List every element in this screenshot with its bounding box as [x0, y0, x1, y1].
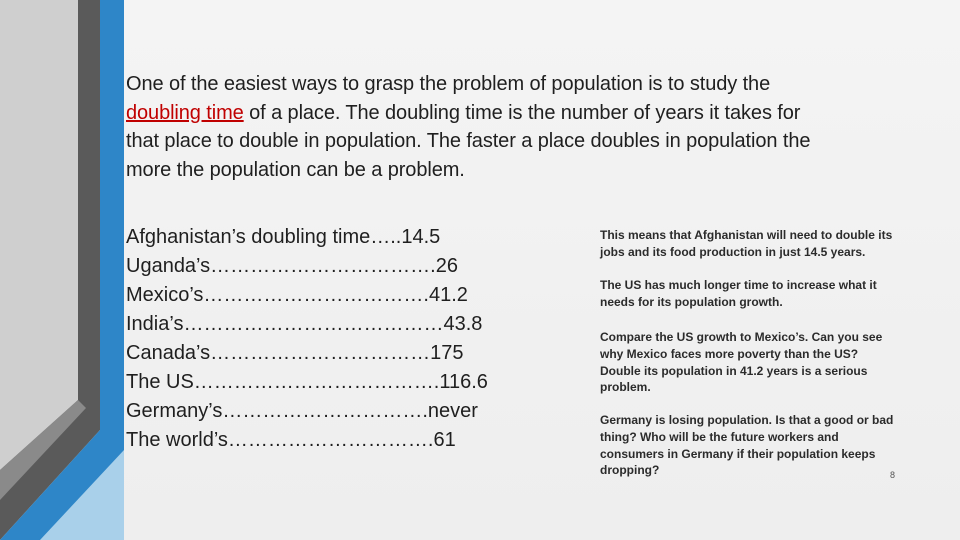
- intro-paragraph: [126, 70, 816, 184]
- list-item: The world’s………………………….61: [126, 429, 456, 451]
- list-item: Germany’s………………………….never: [126, 400, 478, 422]
- note-germany: Germany is losing population. Is that a good or bad thing? Who will be the future workers and consumers in Germany if their population keeps dropping?: [600, 413, 894, 478]
- list-item: Afghanistan’s doubling time…..14.5: [126, 226, 441, 248]
- note-afghanistan: This means that Afghanistan will need to double its jobs and its food production in just 14.5 years.: [600, 228, 893, 259]
- list-item: Canada’s……………………………175: [126, 342, 464, 364]
- intro-text-end: of a place. The doubling time is the number of years it takes for that place to double in population. The faster a place doubles in population the more the population can be a problem.: [126, 101, 811, 181]
- note-us: The US has much longer time to increase what it needs for its population growth.: [600, 278, 877, 309]
- intro-text-start: One of the easiest ways to grasp the problem of population is to study the: [126, 73, 771, 95]
- doubling-times-list: [126, 223, 546, 455]
- list-item: Mexico’s…………………………….41.2: [126, 284, 468, 306]
- list-item: Uganda’s…………………………….26: [126, 255, 458, 277]
- stripe-gray-light: [0, 0, 78, 470]
- list-item: India’s…………………………………43.8: [126, 313, 483, 335]
- list-item: The US……………………………….116.6: [126, 371, 488, 393]
- note-mexico: Compare the US growth to Mexico’s. Can you see why Mexico faces more poverty than the US? Double its population in 41.2 years is a serious problem.: [600, 330, 883, 395]
- doubling-time-link[interactable]: doubling time: [126, 101, 244, 124]
- page-number: 8: [890, 470, 896, 480]
